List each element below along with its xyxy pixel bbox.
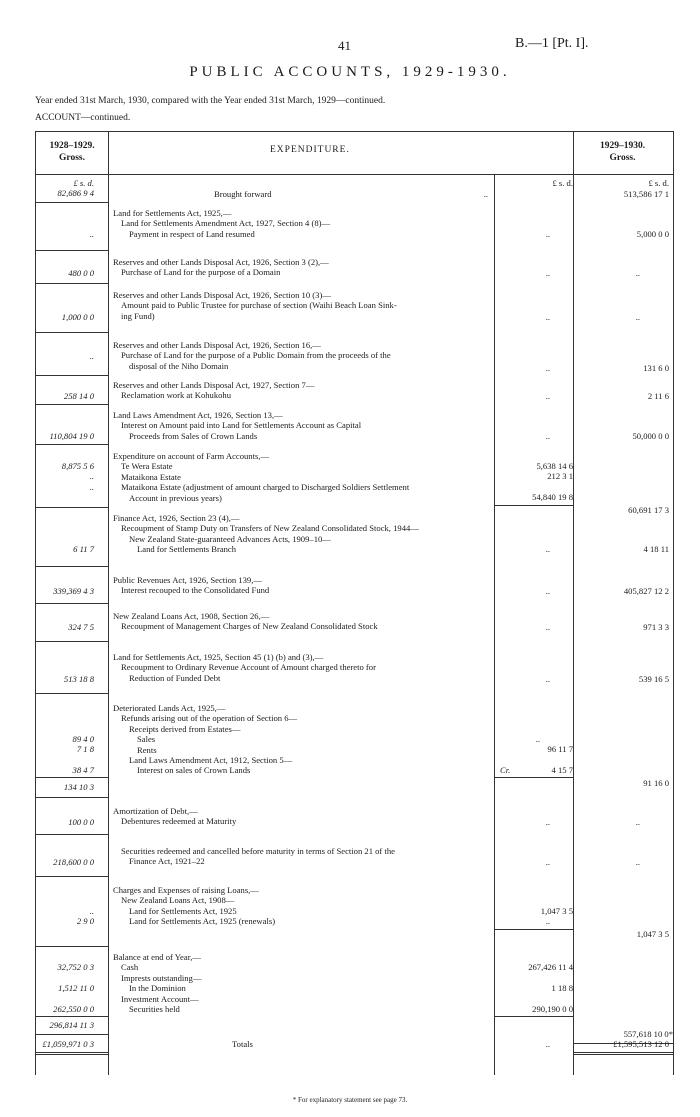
subtitle: Year ended 31st March, 1930, compared with the Year ended 31st March, 1929—continued.: [35, 96, 386, 106]
land-laws-right: 50,000 0 0: [632, 431, 669, 441]
col-divider-3: [573, 131, 574, 1075]
land-settlements-right: 5,000 0 0: [636, 229, 669, 239]
entry-charges: Charges and Expenses of raising Loans,— New Zealand Loans Act, 1908— Land for Settlements Act, 1925 Land for Settlements Act, 1925 (renewals): [113, 885, 276, 927]
reserves-s3-right: ..: [635, 268, 640, 278]
balance-subtotal-prior: 296,814 11 3: [49, 1020, 94, 1030]
lsd-prior: £ s. d.: [73, 178, 94, 188]
reserves-s10-prior: 1,000 0 0: [61, 312, 94, 322]
reserves-s10-mid: ..: [545, 312, 550, 322]
totals-bottom-rule-right: [573, 1052, 673, 1053]
credit-label: Cr.: [500, 765, 511, 775]
land-settlements-prior: ..: [89, 229, 94, 239]
totals-right: £1,595,513 12 0: [613, 1039, 669, 1049]
row-rule: [494, 505, 573, 506]
row-rule: [494, 929, 573, 930]
current-year-header: 1929–1930. Gross.: [599, 141, 646, 163]
row-rule: [35, 332, 108, 333]
entry-reserves-s10: Reserves and other Lands Disposal Act, 1926, Section 10 (3)— Amount paid to Public Trustee for purchase of section (Waihi Beach Loan Sink- ing Fund): [113, 290, 397, 321]
row-rule: [35, 797, 108, 798]
entry-land-s45: Land for Settlements Act, 1925, Section 45 (1) (b) and (3),— Recoupment to Ordinary Revenue Account of Amount charged thereto for Reduction of Funded Debt: [113, 652, 376, 683]
charges-mid-1: 1,047 3 5: [540, 906, 573, 916]
entry-securities-redeemed: Securities redeemed and cancelled before maturity in terms of Section 21 of the Finance Act, 1921–22: [121, 846, 395, 867]
row-rule: [35, 876, 108, 877]
row-rule: [35, 641, 108, 642]
entry-finance-act: Finance Act, 1926, Section 23 (4),— Recoupment of Stamp Duty on Transfers of New Zealand Consolidated Stock, 1944— New Zealand State-guaranteed Advances Acts, 1909–10— Land for Settlements Branch: [113, 513, 419, 555]
reserves-1927-mid: ..: [545, 391, 550, 401]
row-rule: [35, 693, 108, 694]
charges-prior-1: ..: [89, 906, 94, 916]
deteriorated-subtotal-prior: 134 10 3: [63, 782, 94, 792]
reserves-s3-mid: ..: [545, 268, 550, 278]
reserves-1927-prior: 258 14 0: [63, 391, 94, 401]
cash-prior: 32,752 0 3: [57, 962, 94, 972]
securities-held-mid: 290,190 0 0: [532, 1004, 573, 1014]
reserves-s3-prior: 480 0 0: [68, 268, 94, 278]
amortization-right: ..: [635, 817, 640, 827]
entry-land-laws: Land Laws Amendment Act, 1926, Section 13,— Interest on Amount paid into Land for Settlements Account as Capital Proceeds from Sales of Crown Lands: [113, 410, 362, 441]
te-wera-mid: 5,638 14 6: [536, 461, 573, 471]
totals-bottom-rule-2: [35, 1054, 108, 1055]
page-number: 41: [338, 38, 351, 53]
document-reference: B.—1 [Pt. I].: [515, 36, 589, 51]
row-rule: [35, 1016, 108, 1017]
col-divider-2: [494, 174, 495, 1075]
deteriorated-interest-prior: 38 4 7: [72, 765, 94, 775]
row-rule: [494, 1016, 573, 1017]
col-divider-1: [108, 131, 109, 1075]
deteriorated-rents-mid: 96 11 7: [547, 744, 573, 754]
reserves-s16-right: 131 6 0: [643, 363, 669, 373]
entry-nz-loans: New Zealand Loans Act, 1908, Section 26,— Recoupment of Management Charges of New Zealand Consolidated Stock: [113, 611, 378, 632]
account-label: ACCOUNT—continued.: [35, 113, 131, 123]
securities-redeemed-right: ..: [635, 857, 640, 867]
row-rule: [35, 375, 108, 376]
land-settlements-mid: ..: [545, 229, 550, 239]
mataikona-prior: ..: [89, 471, 94, 481]
row-rule: [35, 404, 108, 405]
nz-loans-right: 971 3 3: [643, 622, 669, 632]
entry-reserves-s16: Reserves and other Lands Disposal Act, 1926, Section 16,— Purchase of Land for the purpose of a Public Domain from the proceeds of the disposal of the Niho Domain: [113, 340, 391, 371]
brought-forward-label: Brought forward: [214, 189, 272, 199]
reserves-s16-mid: ..: [545, 363, 550, 373]
land-laws-mid: ..: [545, 431, 550, 441]
totals-mid: ..: [545, 1039, 550, 1049]
nz-loans-prior: 324 7 5: [68, 622, 94, 632]
imprest-prior: 1,512 11 0: [58, 983, 94, 993]
te-wera-prior: 8,875 5 6: [61, 461, 94, 471]
entry-reserves-s3: Reserves and other Lands Disposal Act, 1926, Section 3 (2),— Purchase of Land for the purpose of a Domain: [113, 257, 329, 278]
page-title: PUBLIC ACCOUNTS, 1929-1930.: [189, 64, 511, 80]
deteriorated-sales-prior: 89 4 0: [72, 734, 94, 744]
row-rule: [35, 946, 108, 947]
row-rule: [35, 444, 108, 445]
brought-forward-prior: 82,686 9 4: [57, 188, 94, 198]
entry-public-revenues: Public Revenues Act, 1926, Section 139,— Interest recouped to the Consolidated Fund: [113, 575, 270, 596]
mataikona-adj-prior: ..: [89, 482, 94, 492]
balance-right: 557,618 10 0*: [623, 1029, 673, 1039]
row-rule: [35, 1034, 108, 1035]
row-rule: [35, 566, 108, 567]
row-rule: [35, 202, 108, 203]
finance-act-mid: ..: [545, 544, 550, 554]
securities-held-prior: 262,550 0 0: [53, 1004, 94, 1014]
securities-redeemed-prior: 218,600 0 0: [53, 857, 94, 867]
entry-reserves-1927: Reserves and other Lands Disposal Act, 1927, Section 7— Reclamation work at Kohukohu: [113, 380, 315, 401]
prior-year-header: 1928–1929. Gross.: [49, 141, 95, 163]
finance-act-right: 4 18 11: [643, 544, 669, 554]
charges-right: 1,047 3 5: [636, 929, 669, 939]
totals-label: Totals: [232, 1039, 253, 1049]
row-rule: [35, 603, 108, 604]
totals-bottom-rule-right-2: [573, 1054, 673, 1055]
row-rule: [35, 777, 108, 778]
row-rule: [494, 777, 573, 778]
public-revenues-mid: ..: [545, 586, 550, 596]
entry-deteriorated-lands: Deteriorated Lands Act, 1925,— Refunds arising out of the operation of Section 6— Receipts derived from Estates— Sales Rents Land Laws Amendment Act, 1912, Section 5— Interest on sales of Crown Lands: [113, 703, 298, 776]
land-s45-right: 539 16 5: [638, 674, 669, 684]
charges-mid-2: ..: [545, 916, 550, 926]
finance-act-prior: 6 11 7: [73, 544, 94, 554]
totals-prior: £1,059,971 0 3: [42, 1039, 94, 1049]
deteriorated-interest-mid: 4 15 7: [551, 765, 573, 775]
securities-redeemed-mid: ..: [545, 857, 550, 867]
nz-loans-mid: ..: [545, 622, 550, 632]
public-revenues-right: 405,827 12 2: [623, 586, 669, 596]
lsd-mid: £ s. d.: [552, 178, 573, 188]
land-s45-mid: ..: [545, 674, 550, 684]
land-laws-prior: 110,804 19 0: [49, 431, 94, 441]
charges-prior-2: 2 9 0: [76, 916, 94, 926]
entry-farm-accounts: Expenditure on account of Farm Accounts,— Te Wera Estate Mataikona Estate Mataikona Estate (adjustment of amount charged to Discharged Soldiers Settlement Account in previous years): [113, 451, 410, 503]
entry-amortization: Amortization of Debt,— Debentures redeemed at Maturity: [113, 806, 237, 827]
entry-balance: Balance at end of Year,— Cash Imprests outstanding— In the Dominion Investment Account— Securities held: [113, 952, 202, 1015]
brought-forward-mid: ..: [483, 189, 488, 199]
mataikona-adj-mid: 54,840 19 8: [532, 492, 573, 502]
land-s45-prior: 513 18 8: [63, 674, 94, 684]
deteriorated-right: 91 16 0: [643, 778, 669, 788]
totals-bottom-rule: [35, 1052, 108, 1053]
amortization-mid: ..: [545, 817, 550, 827]
row-rule: [35, 250, 108, 251]
row-rule: [35, 507, 108, 508]
mataikona-mid: 212 3 1: [547, 471, 573, 481]
row-rule: [35, 834, 108, 835]
reserves-s16-prior: ..: [89, 351, 94, 361]
reserves-1927-right: 2 11 6: [647, 391, 669, 401]
col-divider-right: [673, 131, 674, 1075]
table-top-rule: [35, 131, 673, 132]
entry-land-settlements: Land for Settlements Act, 1925,— Land for Settlements Amendment Act, 1927, Section 4 (8)— Payment in respect of Land resumed: [113, 208, 331, 239]
public-revenues-prior: 339,369 4 3: [53, 586, 94, 596]
reserves-s10-right: ..: [635, 312, 640, 322]
deteriorated-sales-mid: ..: [535, 734, 540, 744]
amortization-prior: 100 0 0: [68, 817, 94, 827]
imprest-mid: 1 18 8: [551, 983, 573, 993]
brought-forward-right: 513,586 17 1: [623, 189, 669, 199]
expenditure-header: EXPENDITURE.: [270, 145, 350, 155]
lsd-right: £ s. d.: [648, 178, 669, 188]
farm-accounts-right: 60,691 17 3: [628, 505, 669, 515]
deteriorated-rents-prior: 7 1 8: [76, 744, 94, 754]
footnote: * For explanatory statement see page 73.: [292, 1096, 408, 1104]
table-header-rule: [35, 174, 673, 175]
row-rule: [35, 283, 108, 284]
cash-mid: 267,426 11 4: [528, 962, 573, 972]
